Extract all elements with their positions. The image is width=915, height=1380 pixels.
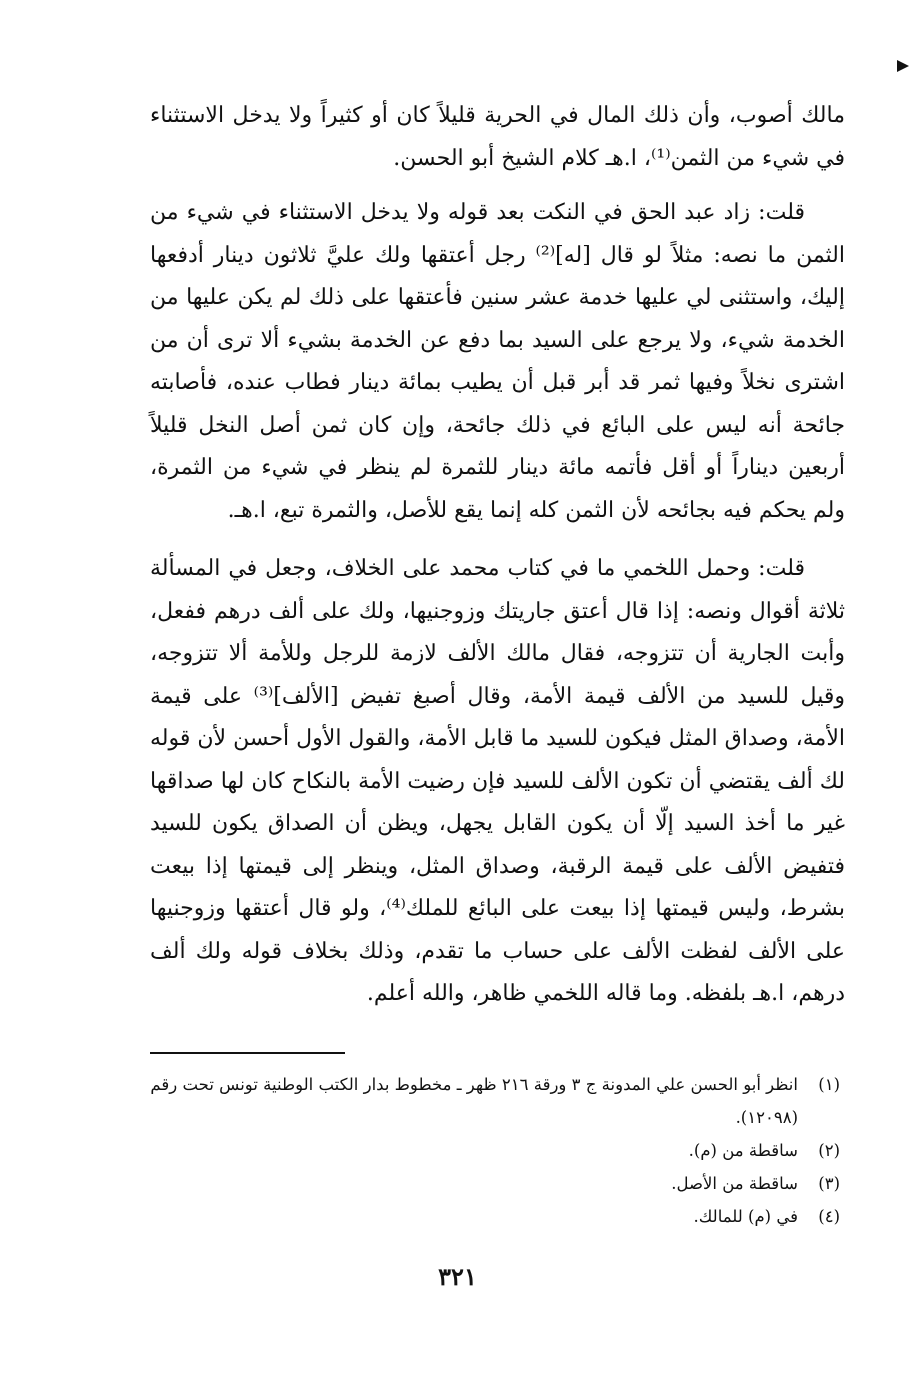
- footnote-number: (١): [818, 1075, 840, 1094]
- footnote-number: (٣): [818, 1174, 840, 1193]
- footnote-text: ساقطة من الأصل.: [671, 1174, 798, 1193]
- footnote-separator: [150, 1052, 345, 1054]
- footnote: [150, 1200, 840, 1233]
- footnote-text: ساقطة من (م).: [688, 1141, 798, 1160]
- footnote-number: (٢): [818, 1141, 840, 1160]
- footnotes: [150, 1068, 840, 1233]
- paragraph-3: قلت: وحمل اللخمي ما في كتاب محمد على الخلاف، وجعل في المسألة ثلاثة أقوال ونصه: إذا قال أعتق جاريتك وزوجنيها، ولك على ألف درهم ففعل، وأبت الجارية أن تتزوجه، فقال مالك الألف لازمة للرجل وللأمة ألا تتزوجه، وقيل للسيد من الألف قيمة الأمة، وقال أصبغ تفيض [الألف]⁽³⁾ على قيمة الأمة، وصداق المثل فيكون للسيد ما قابل الأمة، والقول الأول أحسن لأن قوله لك ألف يقتضي أن تكون الألف للسيد فإن رضيت الأمة بالنكاح كان لها صداقها غير ما أخذ السيد إلّا أن يكون القابل يجهل، ويظن أن الصداق يكون للسيد فتفيض الألف على قيمة الرقبة، وصداق المثل، وينظر إلى قيمتها إذا بيعت بشرط، وليس قيمتها إذا بيعت على البائع للملك⁽⁴⁾، ولو قال أعتقها وزوجنيها على الألف لفظت الألف على حساب ما تقدم، وذلك بخلاف قوله ولك ألف درهم، ا.هـ بلفظه. وما قاله اللخمي ظاهر، والله أعلم.: [150, 556, 846, 1006]
- paragraph-2: قلت: زاد عبد الحق في النكت بعد قوله ولا يدخل الاستثناء في شيء من الثمن ما نصه: مثلاً لو قال [له]⁽²⁾ رجل أعتقها ولك عليَّ ثلاثون دينار أدفعها إليك، واستثنى لي عليها خدمة عشر سنين فأعتقها على ذلك لم يكن عليها من الخدمة شيء، ولا يرجع على السيد بما دفع عن الخدمة بشيء ألا ترى أن من اشترى نخلاً وفيها ثمر قد أبر قبل أن يطيب بمائة دينار فطاب عنده، فأصابته جائحة أنه ليس على البائع في ذلك جائحة، وإن كان ثمن أصل النخل قليلاً أربعين ديناراً أو أقل فأتمه مائة دينار للثمرة لم ينظر في شيء من الثمرة، ولم يحكم فيه بجائحه لأن الثمن كله إنما يقع للأصل، والثمرة تبع، ا.هـ.: [150, 200, 845, 523]
- footnote: [150, 1167, 840, 1200]
- page-body: [150, 95, 845, 1016]
- footnote: [150, 1068, 840, 1134]
- page-number: ٣٢١: [438, 1262, 477, 1291]
- paragraph-1: مالك أصوب، وأن ذلك المال في الحرية قليلاً كان أو كثيراً ولا يدخل الاستثناء في شيء من الثمن⁽¹⁾، ا.هـ كلام الشيخ أبو الحسن.: [150, 103, 845, 171]
- footnote-number: (٤): [818, 1207, 840, 1226]
- footnote-text: انظر أبو الحسن علي المدونة ج ٣ ورقة ٢١٦ ظهر ـ مخطوط بدار الكتب الوطنية تونس تحت رقم (١٢٠٩٨).: [150, 1075, 798, 1127]
- footnote: [150, 1134, 840, 1167]
- footnote-text: في (م) للمالك.: [693, 1207, 798, 1226]
- page-corner-mark: [897, 60, 909, 72]
